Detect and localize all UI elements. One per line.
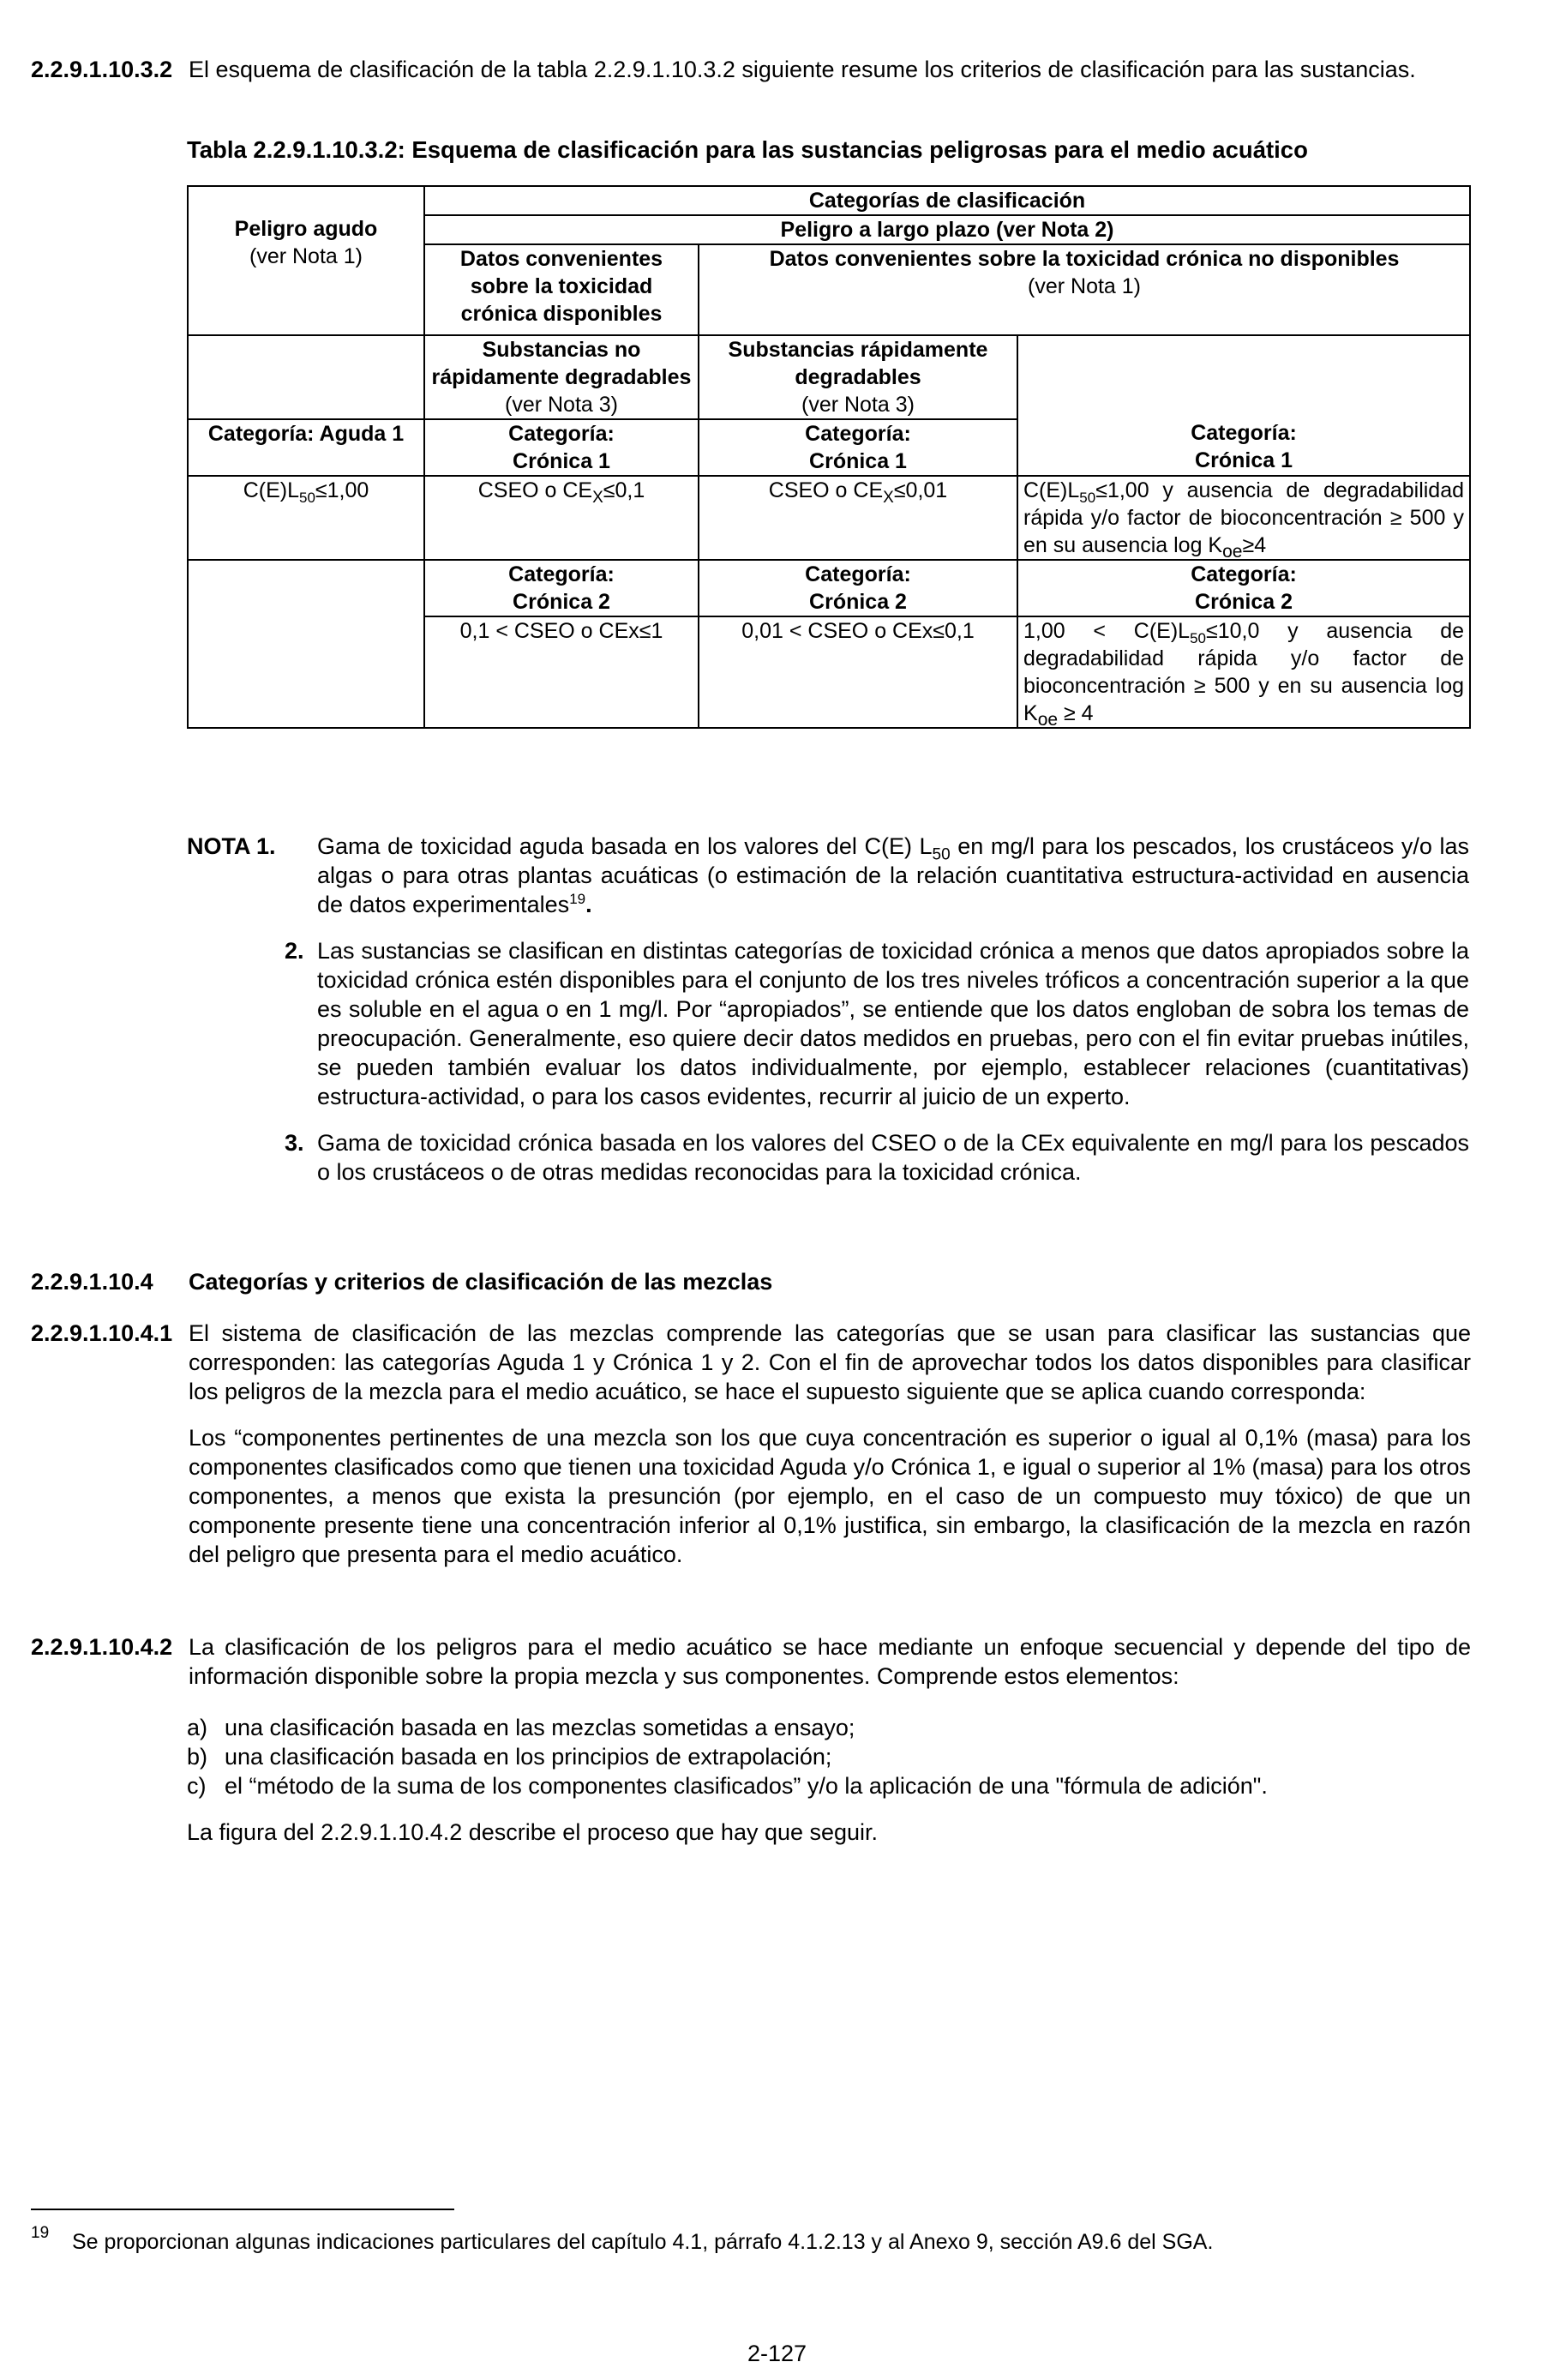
header-acute-note: (ver Nota 1) (249, 244, 363, 268)
category-label: Categoría: (1191, 421, 1297, 445)
paragraph-text: El sistema de clasificación de las mezclas comprende las categorías que se usan para clasificar las sustancias que corresponden: las categorías Aguda 1 y Crónica 1 y 2. Con el fin de aprovechar todos los datos disponibles para clasificar los peligros de la mezcla para el medio acuático, se hace el supuesto siguiente que se aplica cuando corresponda: (189, 1320, 1471, 1404)
paragraph-number: 2.2.9.1.10.4.2 (31, 1634, 173, 1660)
acute-category-1: Categoría: Aguda 1 (188, 419, 424, 476)
footnote-rule (31, 2209, 454, 2210)
paragraph-2-2-9-1-10-4-2 (31, 1632, 1471, 1691)
category-label: Categoría: (1191, 562, 1297, 586)
acute-header-top (188, 186, 424, 215)
note-2 (187, 936, 1469, 1111)
chronic-2-rapid (699, 560, 1017, 616)
page-number: 2-127 (747, 2341, 807, 2366)
table-caption: Tabla 2.2.9.1.10.3.2: Esquema de clasificación para las sustancias peligrosas para el medio acuático (187, 136, 1308, 163)
empty-cell (188, 335, 424, 419)
criterion-non-rapid-1: CSEO o $CE_X\le 0,1$ (424, 476, 699, 560)
category-value: Crónica 1 (809, 449, 907, 473)
note-3-text: Gama de toxicidad crónica basada en los valores del CSEO o de la CEx equivalente en mg/l para los pescados o los crustáceos o de otras medidas reconocidas para la toxicidad crónica. (317, 1130, 1469, 1185)
list-text: una clasificación basada en las mezclas sometidas a ensayo; (225, 1715, 855, 1740)
header-chronic-not-available (699, 244, 1470, 335)
header-non-rapid (424, 335, 699, 419)
criterion-rapid-2: 0,01 < CSEO o CEx≤0,1 (699, 616, 1017, 728)
note-2-number: 2. (285, 938, 304, 964)
note-3-number: 3. (285, 1130, 304, 1156)
header-longterm: Peligro a largo plazo (ver Nota 2) (424, 215, 1470, 244)
header-rapid-title: Substancias rápidamente degradables (728, 338, 988, 389)
section-2-2-9-1-10-4 (31, 1267, 1471, 1296)
list-key: b) (187, 1744, 208, 1770)
category-value: Crónica 2 (1195, 590, 1293, 614)
section-title: Categorías y criterios de clasificación de las mezclas (189, 1269, 773, 1295)
list-item (187, 1742, 1469, 1771)
category-value: Crónica 1 (1195, 448, 1293, 472)
note-3 (187, 1128, 1469, 1187)
category-label: Categoría: (805, 562, 911, 586)
category-value: Crónica 1 (513, 449, 610, 473)
table-row (188, 215, 1470, 244)
footnote-text: Se proporcionan algunas indicaciones particulares del capítulo 4.1, párrafo 4.1.2.13 y al Anexo 9, sección A9.6 del SGA. (72, 2230, 1214, 2254)
note-label: NOTA 1. (187, 833, 276, 859)
header-categories: Categorías de clasificación (424, 186, 1470, 215)
header-not-available-title: Datos convenientes sobre la toxicidad crónica no disponibles (769, 247, 1400, 271)
list-item (187, 1713, 1469, 1742)
header-not-available-note: (ver Nota 1) (1028, 274, 1141, 298)
chronic-2-non-rapid (424, 560, 699, 616)
elements-list (187, 1713, 1469, 1847)
list-item (187, 1771, 1469, 1800)
chronic-1-rapid (699, 419, 1017, 476)
header-acute (188, 215, 424, 335)
empty-cell (1017, 335, 1470, 419)
category-value: Crónica 2 (513, 590, 610, 614)
paragraph-number: 2.2.9.1.10.3.2 (31, 57, 173, 82)
criterion-not-available-1: $C(E)L_{50}\le 1,00$ y ausencia de degradabilidad rápida y/o factor de bioconcentración ≥ 500 y en su ausencia $\log K_{oe}\ge 4$ (1017, 476, 1470, 560)
category-value: Crónica 2 (809, 590, 907, 614)
table-notes (187, 832, 1469, 1204)
chronic-1-not-available (1017, 419, 1470, 476)
category-label: Categoría: (508, 562, 615, 586)
criterion-non-rapid-2: 0,1 < CSEO o CEx≤1 (424, 616, 699, 728)
header-chronic-available: Datos convenientes sobre la toxicidad crónica disponibles (424, 244, 699, 335)
paragraph-number: 2.2.9.1.10.4.1 (31, 1320, 173, 1346)
header-rapid (699, 335, 1017, 419)
table-row (188, 186, 1470, 215)
header-rapid-note: (ver Nota 3) (801, 393, 915, 417)
paragraph-text: El esquema de clasificación de la tabla 2.2.9.1.10.3.2 siguiente resume los criterios de clasificación para las sustancias. (189, 57, 1416, 82)
header-acute-title: Peligro agudo (234, 217, 378, 241)
category-label: Categoría: (508, 422, 615, 446)
chronic-2-not-available (1017, 560, 1470, 616)
list-key: a) (187, 1715, 208, 1740)
closing-text: La figura del 2.2.9.1.10.4.2 describe el proceso que hay que seguir. (187, 1819, 879, 1845)
paragraph-text-2: Los “componentes pertinentes de una mezcla son los que cuya concentración es superior o igual al 0,1% (masa) para los componentes clasificados como que tienen una toxicidad Aguda y/o Crónica 1, e igual o superior al 1% (masa) para los otros componentes, a menos que exista la presunción (por ejemplo, en el caso de un compuesto muy tóxico) de que un componente presente tiene una concentración inferior al 0,1% justifica, sin embargo, la clasificación de la mezcla en razón del peligro que presenta para el medio acuático. (189, 1425, 1471, 1567)
list-text: el “método de la suma de los componentes clasificados” y/o la aplicación de una "fórmula de adición". (225, 1773, 1268, 1799)
criterion-acute-1: $C(E)L_{50}\le 1,00$ (188, 476, 424, 560)
note-2-text: Las sustancias se clasifican en distintas categorías de toxicidad crónica a menos que datos apropiados sobre la toxicidad crónica estén disponibles para el conjunto de los tres niveles tróficos a concentración superior a la que es soluble en el agua o en 1 mg/l. Por “apropiados”, se entiende que los datos engloban de sobra los temas de preocupación. Generalmente, eso quiere decir datos medidos en pruebas, pero con el fin evitar pruebas inútiles, se pueden también evaluar los datos individualmente, por ejemplo, establecer relaciones (cuantitativas) estructura-actividad, o para los casos evidentes, recurrir al juicio de un experto. (317, 938, 1469, 1109)
list-key: c) (187, 1773, 207, 1799)
section-number: 2.2.9.1.10.4 (31, 1269, 153, 1295)
footnote (31, 2224, 1471, 2257)
criterion-not-available-2: $1,00 < C(E)L_{50}\le 10,0$ y ausencia de degradabilidad rápida y/o factor de bioconcentración ≥ 500 y en su ausencia $\log K_{oe} \ge 4$ (1017, 616, 1470, 728)
footnote-mark: 19 (31, 2224, 50, 2242)
empty-cell (188, 560, 424, 728)
classification-table (187, 185, 1471, 729)
paragraph-2-2-9-1-10-4-1 (31, 1319, 1471, 1569)
chronic-1-non-rapid (424, 419, 699, 476)
header-non-rapid-note: (ver Nota 3) (505, 393, 618, 417)
category-label: Categoría: (805, 422, 911, 446)
list-text: una clasificación basada en los principios de extrapolación; (225, 1744, 832, 1770)
paragraph-text: La clasificación de los peligros para el medio acuático se hace mediante un enfoque secuencial y depende del tipo de información disponible sobre la propia mezcla y sus componentes. Comprende estos elementos: (189, 1634, 1471, 1689)
criterion-rapid-1: CSEO o $CE_X\le 0,01$ (699, 476, 1017, 560)
paragraph-2-2-9-1-10-3-2 (31, 55, 1471, 84)
header-non-rapid-title: Substancias no rápidamente degradables (431, 338, 692, 389)
table-row (188, 476, 1470, 560)
table-row (188, 560, 1470, 616)
note-1 (187, 832, 1469, 919)
table-row (188, 419, 1470, 476)
table-row (188, 335, 1470, 419)
note-1-text: Gama de toxicidad aguda basada en los valores del C(E) $L_{50}$ en mg/l para los pescados, los crustáceos y/o las algas o para otras plantas acuáticas (o estimación de la relación cuantitativa estructura-actividad en ausencia de datos experimentales$^{19}$. (317, 833, 1470, 917)
